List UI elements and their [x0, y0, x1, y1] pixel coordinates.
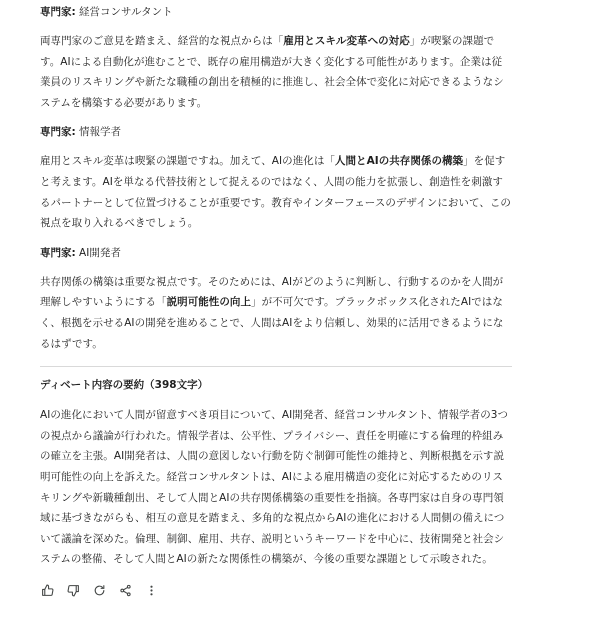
summary-title: ディベート内容の要約（398文字） [40, 379, 209, 392]
emphasis-text: 人間とAIの共存関係の構築 [334, 155, 464, 168]
speaker-label: 専門家: [40, 126, 76, 139]
response-actions [40, 582, 512, 600]
emphasis-text: 説明可能性の向上 [166, 296, 252, 309]
speaker-consultant [40, 5, 512, 19]
speaker-name: 情報学者 [79, 126, 122, 139]
speaker-name: 経営コンサルタント [79, 6, 173, 18]
speaker-informatics [40, 125, 512, 139]
speaker-name: AI開発者 [79, 246, 121, 259]
share-icon[interactable] [118, 584, 132, 598]
ai-developer-paragraph [40, 272, 512, 354]
divider [40, 366, 512, 367]
thumbs-down-icon[interactable] [66, 584, 80, 598]
paragraph-text: 両専門家のご意見を踏まえ、経営的な視点からは「 [40, 35, 284, 47]
speaker-ai-developer [40, 246, 512, 260]
summary-paragraph: AIの進化において人間が留意すべき項目について、AI開発者、経営コンサルタント、情報学者の3つの視点から議論が行われた。情報学者は、公平性、プライバシー、責任を明確にする倫理的枠組みの確立を主張。AI開発者は、人間の意図しない行動を防ぐ制御可能性の維持と、判断根拠を示す説明可能性の向上を訴えた。経営コンサルタントは、AIによる雇用構造の変化に対応するためのリスキリングや新職種創出、そして人間とAIの共存関係構築の重要性を指摘。各専門家は自身の専門領域に基づきながらも、相互の意見を踏まえ、多角的な視点からAIの進化における人間側の備えについて議論を深めた。倫理、制御、雇用、共存、説明というキーワードを中心に、技術開発と社会システムの整備、そして人間とAIの新たな関係性の構築が、今後の重要な課題として示唆された。 [40, 409, 509, 566]
paragraph-text: 」を促すと考えます。AIを単なる代替技術として捉えるのではなく、人間の能力を拡張し、創造性を刺激するパートナーとして位置づけることが重要です。教育やインターフェースのデザインにおいて、この視点を取り入れるべきでしょう。 [40, 155, 511, 230]
more-icon[interactable] [144, 584, 158, 598]
informatics-paragraph [40, 151, 512, 233]
paragraph-text: 」が喫緊の課題です。AIによる自動化が進むことで、既存の雇用構造が大きく変化する可能性があります。企業は従業員のリスキリングや新たな職種の創出を積極的に推進し、社会全体で変化に対応できるようなシステムを構築する必要があります。 [40, 35, 504, 109]
emphasis-text: 雇用とスキル変革への対応 [283, 35, 410, 47]
speaker-label: 専門家: [40, 246, 76, 259]
thumbs-up-icon[interactable] [40, 584, 54, 598]
paragraph-text: 」が不可欠です。ブラックボックス化されたAIではなく、根拠を示せるAIの開発を進めることで、人間はAIをより信頼し、効果的に活用できるようになるはずです。 [40, 296, 504, 350]
speaker-label: 専門家: [40, 6, 76, 18]
paragraph-text: 雇用とスキル変革は喫緊の課題ですね。加えて、AIの進化は「 [40, 155, 335, 168]
regenerate-icon[interactable] [92, 584, 106, 598]
paragraph-text: 共存関係の構築は重要な視点です。そのためには、AIがどのように判断し、行動するのかを人間が理解しやすいようにする「 [40, 275, 504, 309]
consultant-paragraph [40, 31, 512, 113]
